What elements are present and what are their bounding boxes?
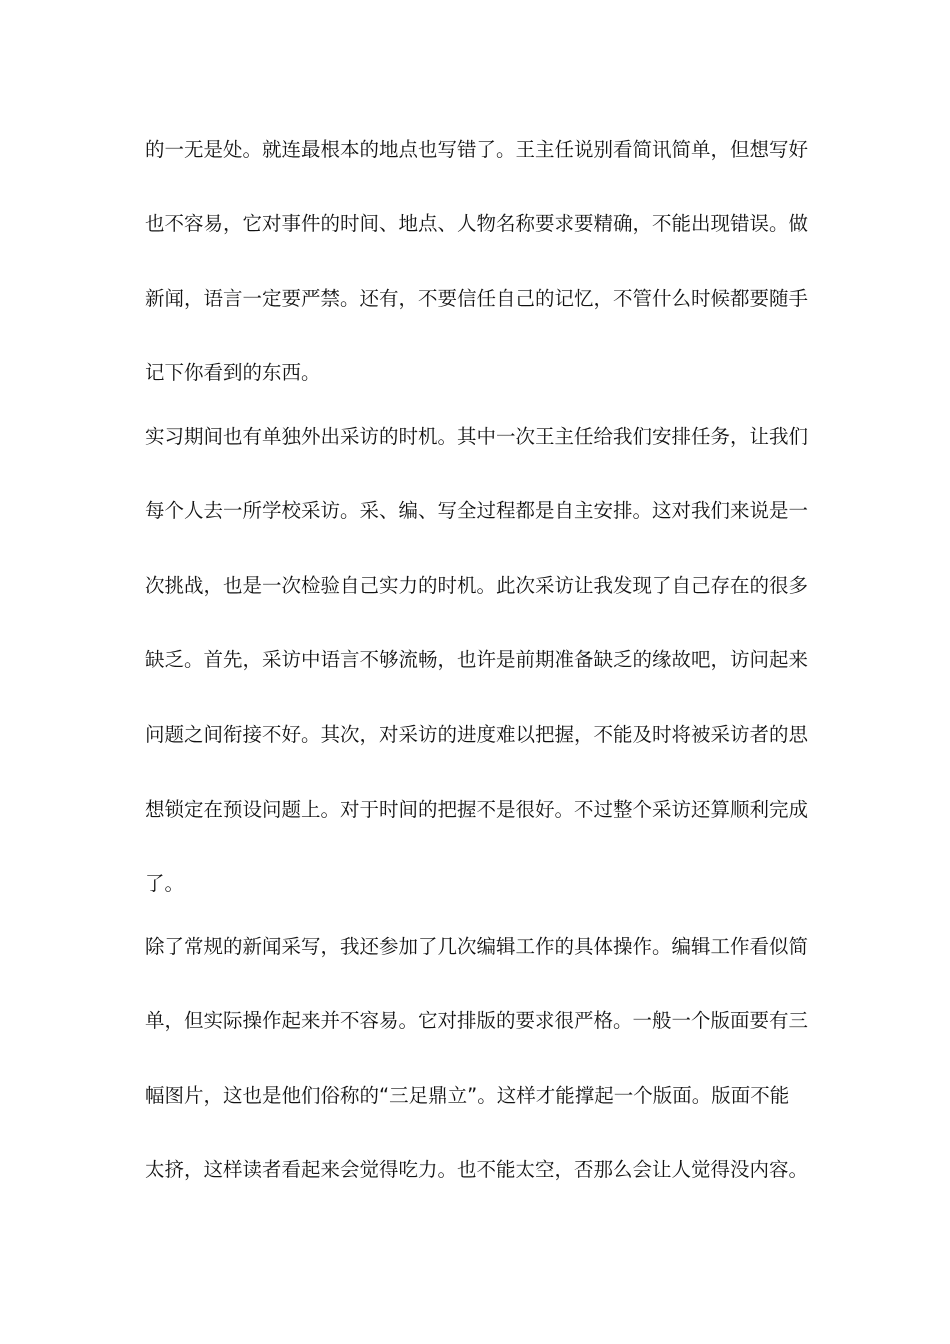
text-line: 记下你看到的东西。 xyxy=(145,361,321,384)
text-line: 想锁定在预设问题上。对于时间的把握不是很好。不过整个采访还算顺利完成 xyxy=(145,798,809,821)
text-line: 单，但实际操作起来并不容易。它对排版的要求很严格。一般一个版面要有三 xyxy=(145,1009,809,1032)
text-line: 的一无是处。就连最根本的地点也写错了。王主任说别看简讯简单，但想写好 xyxy=(145,138,809,161)
text-line: 次挑战，也是一次检验自己实力的时机。此次采访让我发现了自己存在的很多 xyxy=(145,574,809,597)
text-line: 太挤，这样读者看起来会觉得吃力。也不能太空，否那么会让人觉得没内容。 xyxy=(145,1158,809,1181)
text-line: 每个人去一所学校采访。采、编、写全过程都是自主安排。这对我们来说是一 xyxy=(145,499,809,522)
text-line: 新闻，语言一定要严禁。还有，不要信任自己的记忆，不管什么时候都要随手 xyxy=(145,287,809,310)
text-line: 了。 xyxy=(145,872,185,895)
text-line: 除了常规的新闻采写，我还参加了几次编辑工作的具体操作。编辑工作看似简 xyxy=(145,935,809,958)
text-line: 问题之间衔接不好。其次，对采访的进度难以把握，不能及时将被采访者的思 xyxy=(145,723,809,746)
text-line: 实习期间也有单独外出采访的时机。其中一次王主任给我们安排任务，让我们 xyxy=(145,425,809,448)
text-line: 幅图片，这也是他们俗称的“三足鼎立”。这样才能撑起一个版面。版面不能 xyxy=(145,1084,790,1107)
text-line: 缺乏。首先，采访中语言不够流畅，也许是前期准备缺乏的缘故吧，访问起来 xyxy=(145,648,809,671)
text-line: 也不容易，它对事件的时间、地点、人物名称要求要精确，不能出现错误。做 xyxy=(145,212,809,235)
